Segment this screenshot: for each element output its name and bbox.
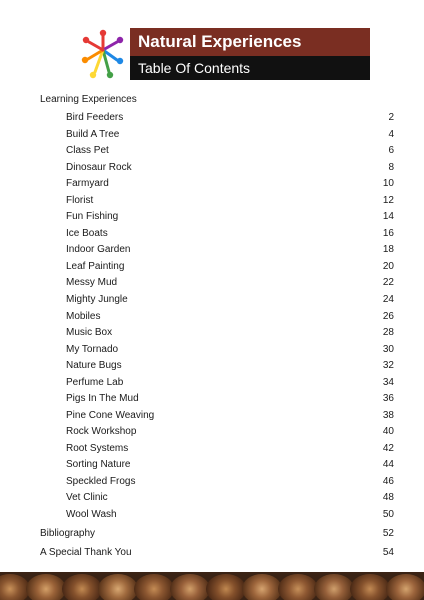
toc-entry-title: Messy Mud [66, 277, 118, 288]
toc-entry-title: Leaf Painting [66, 261, 125, 272]
toc-entry-page: 6 [388, 145, 394, 156]
toc-entry-page: 30 [382, 344, 394, 355]
toc-entry-page: 54 [382, 547, 394, 558]
toc-entry-page: 36 [382, 393, 394, 404]
toc-entry-page: 34 [382, 377, 394, 388]
toc-entry-page: 32 [382, 360, 394, 371]
toc-entry-page: 22 [382, 277, 394, 288]
toc-entry-title: A Special Thank You [40, 547, 132, 558]
toc-entry-title: Mighty Jungle [66, 294, 128, 305]
toc-entry-title: Wool Wash [66, 509, 117, 520]
toc-entry-page: 14 [382, 211, 394, 222]
toc-entry-title: Dinosaur Rock [66, 162, 132, 173]
toc-entry[interactable] [66, 508, 394, 522]
toc-entry-title: Speckled Frogs [66, 476, 136, 487]
toc-entry[interactable] [66, 194, 394, 208]
toc-entry-page: 38 [382, 410, 394, 421]
toc-entry-page: 4 [388, 129, 394, 140]
toc-entry[interactable] [66, 475, 394, 489]
toc-entry[interactable] [66, 442, 394, 456]
people-circle-logo-icon [78, 28, 128, 80]
toc-entry-title: Farmyard [66, 178, 109, 189]
toc-entry-page: 46 [382, 476, 394, 487]
toc-entry-title: Ice Boats [66, 228, 108, 239]
toc-entry[interactable] [66, 260, 394, 274]
toc-entry-title: Pigs In The Mud [66, 393, 139, 404]
toc-entry[interactable] [66, 276, 394, 290]
toc-entry[interactable] [66, 128, 394, 142]
document-title: Natural Experiences [130, 28, 370, 56]
toc-entry-title: Bibliography [40, 528, 96, 539]
toc-entry-bibliography[interactable] [40, 527, 394, 541]
toc-entry[interactable] [66, 376, 394, 390]
toc-entry-page: 44 [382, 459, 394, 470]
toc-entry[interactable] [66, 458, 394, 472]
toc-entry[interactable] [66, 343, 394, 357]
toc-entry[interactable] [66, 326, 394, 340]
toc-entry-thank-you[interactable] [40, 546, 394, 560]
toc-entry[interactable] [66, 293, 394, 307]
document-subtitle: Table Of Contents [130, 56, 370, 80]
toc-entry[interactable] [66, 144, 394, 158]
toc-entry-page: 40 [382, 426, 394, 437]
toc-entry-title: Vet Clinic [66, 492, 108, 503]
toc-entry[interactable] [66, 491, 394, 505]
toc-entry-title: Fun Fishing [66, 211, 119, 222]
toc-entry-page: 18 [382, 244, 394, 255]
toc-entry-page: 28 [382, 327, 394, 338]
toc-entry-page: 10 [382, 178, 394, 189]
toc-entry-title: Sorting Nature [66, 459, 131, 470]
toc-entry[interactable] [66, 227, 394, 241]
toc-entry-page: 16 [382, 228, 394, 239]
toc-entry[interactable] [66, 409, 394, 423]
section-heading: Learning Experiences [40, 94, 137, 105]
wood-log-slices-image [0, 572, 424, 600]
toc-entry-title: Florist [66, 195, 94, 206]
toc-entry-page: 42 [382, 443, 394, 454]
toc-entry-title: Root Systems [66, 443, 129, 454]
toc-entry-title: Bird Feeders [66, 112, 124, 123]
toc-entry-page: 12 [382, 195, 394, 206]
toc-entry-page: 50 [382, 509, 394, 520]
toc-entry-page: 26 [382, 311, 394, 322]
toc-entry-title: Rock Workshop [66, 426, 137, 437]
toc-entry[interactable] [66, 310, 394, 324]
toc-entry-title: Indoor Garden [66, 244, 131, 255]
toc-entry-title: Music Box [66, 327, 113, 338]
toc-entry-title: Class Pet [66, 145, 109, 156]
toc-entry-page: 24 [382, 294, 394, 305]
toc-entry-title: Mobiles [66, 311, 101, 322]
toc-entry[interactable] [66, 177, 394, 191]
toc-entry[interactable] [66, 392, 394, 406]
toc-entry-page: 2 [388, 112, 394, 123]
toc-entry[interactable] [66, 425, 394, 439]
toc-entry-title: Perfume Lab [66, 377, 124, 388]
toc-entry[interactable] [66, 161, 394, 175]
toc-entry-title: My Tornado [66, 344, 119, 355]
toc-entry-page: 48 [382, 492, 394, 503]
toc-entry[interactable] [66, 243, 394, 257]
toc-entry-title: Nature Bugs [66, 360, 122, 371]
toc-entry-title: Pine Cone Weaving [66, 410, 155, 421]
toc-entry[interactable] [66, 359, 394, 373]
toc-entry-page: 52 [382, 528, 394, 539]
toc-entry-page: 20 [382, 261, 394, 272]
toc-entry-title: Build A Tree [66, 129, 120, 140]
toc-entry[interactable] [66, 210, 394, 224]
toc-entry-page: 8 [388, 162, 394, 173]
toc-entry[interactable] [66, 111, 394, 125]
